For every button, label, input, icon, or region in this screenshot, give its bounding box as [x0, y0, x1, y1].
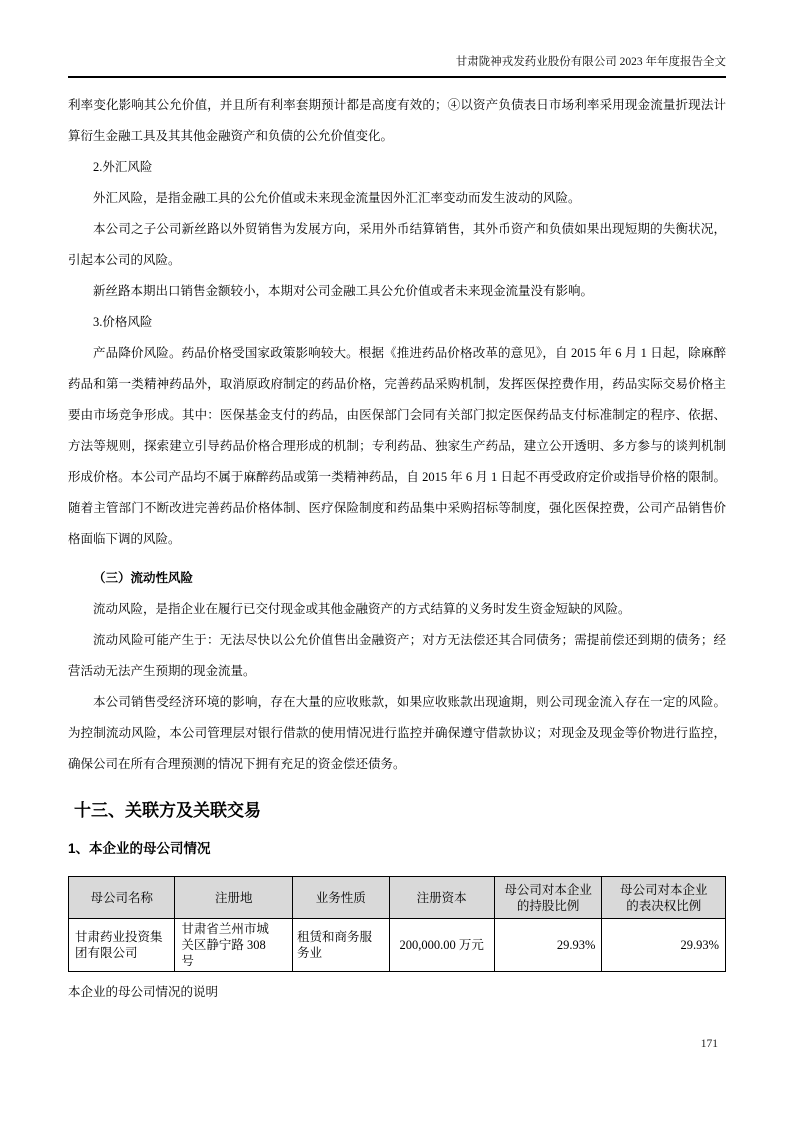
table-cell: 29.93% [494, 919, 602, 972]
column-header: 母公司对本企业的表决权比例 [602, 877, 726, 919]
paragraph: 本公司之子公司新丝路以外贸销售为发展方向，采用外币结算销售，其外币资产和负债如果出现短期的失衡状况，引起本公司的风险。 [68, 222, 726, 267]
page-number: 171 [700, 1038, 718, 1050]
table-note: 本企业的母公司情况的说明 [68, 985, 219, 999]
paragraph: 2.外汇风险 [93, 160, 153, 174]
paragraph: 3.价格风险 [93, 315, 153, 329]
table-cell: 租赁和商务服务业 [293, 919, 390, 972]
table-header-row [69, 877, 726, 919]
parent-company-table [68, 876, 726, 972]
paragraph: 流动风险，是指企业在履行已交付现金或其他金融资产的方式结算的义务时发生资金短缺的风险。 [93, 602, 631, 616]
report-header-title: 甘肃陇神戎发药业股份有限公司 2023 年年度报告全文 [455, 56, 726, 68]
paragraph: 本公司销售受经济环境的影响，存在大量的应收账款，如果应收账款出现逾期，则公司现金流入存在一定的风险。为控制流动风险，本公司管理层对银行借款的使用情况进行监控并确保遵守借款协议；对现金及现金等价物进行监控，确保公司在所有合理预测的情况下拥有充足的资金偿还债务。 [68, 695, 726, 771]
column-header: 注册资本 [389, 877, 494, 919]
paragraph: （三）流动性风险 [93, 571, 194, 585]
paragraph: 产品降价风险。药品价格受国家政策影响较大。根据《推进药品价格改革的意见》，自 2015 年 6 月 1 日起，除麻醉药品和第一类精神药品外，取消原政府制定的药品价格，完善药品采购机制，发挥医保控费作用，药品实际交易价格主要由市场竞争形成。其中：医保基金支付的药品，由医保部门会同有关部门拟定医保药品支付标准制定的程序、依据、方法等规则，探索建立引导药品价格合理形成的机制；专利药品、独家生产药品，建立公开透明、多方参与的谈判机制形成价格。本公司产品均不属于麻醉药品或第一类精神药品，自 2015 年 6 月 1 日起不再受政府定价或指导价格的限制。随着主管部门不断改进完善药品价格体制、医疗保险制度和药品集中采购招标等制度，强化医保控费，公司产品销售价格面临下调的风险。 [68, 346, 726, 546]
parent-company-table-header [69, 877, 726, 919]
paragraph: 流动风险可能产生于：无法尽快以公允价值售出金融资产；对方无法偿还其合同债务；需提前偿还到期的债务；经营活动无法产生预期的现金流量。 [68, 633, 726, 678]
document-body [68, 90, 726, 780]
paragraph: 外汇风险，是指金融工具的公允价值或未来现金流量因外汇汇率变动而发生波动的风险。 [93, 191, 581, 205]
paragraph: 新丝路本期出口销售金额较小，本期对公司金融工具公允价值或者未来现金流量没有影响。 [93, 284, 594, 298]
table-row [69, 919, 726, 972]
column-header: 业务性质 [293, 877, 390, 919]
paragraph: 利率变化影响其公允价值，并且所有利率套期预计都是高度有效的；④以资产负债表日市场利率采用现金流量折现法计算衍生金融工具及其其他金融资产和负债的公允价值变化。 [68, 98, 726, 143]
column-header: 注册地 [175, 877, 293, 919]
parent-company-table-body [69, 919, 726, 972]
table-cell: 甘肃省兰州市城关区静宁路 308 号 [175, 919, 293, 972]
table-cell: 甘肃药业投资集团有限公司 [69, 919, 175, 972]
column-header: 母公司名称 [69, 877, 175, 919]
table-cell: 200,000.00 万元 [389, 919, 494, 972]
table-cell: 29.93% [602, 919, 726, 972]
section-heading: 十三、关联方及关联交易 [74, 801, 261, 820]
column-header: 母公司对本企业的持股比例 [494, 877, 602, 919]
subsection-heading: 1、本企业的母公司情况 [68, 841, 211, 856]
header-divider [68, 76, 726, 78]
